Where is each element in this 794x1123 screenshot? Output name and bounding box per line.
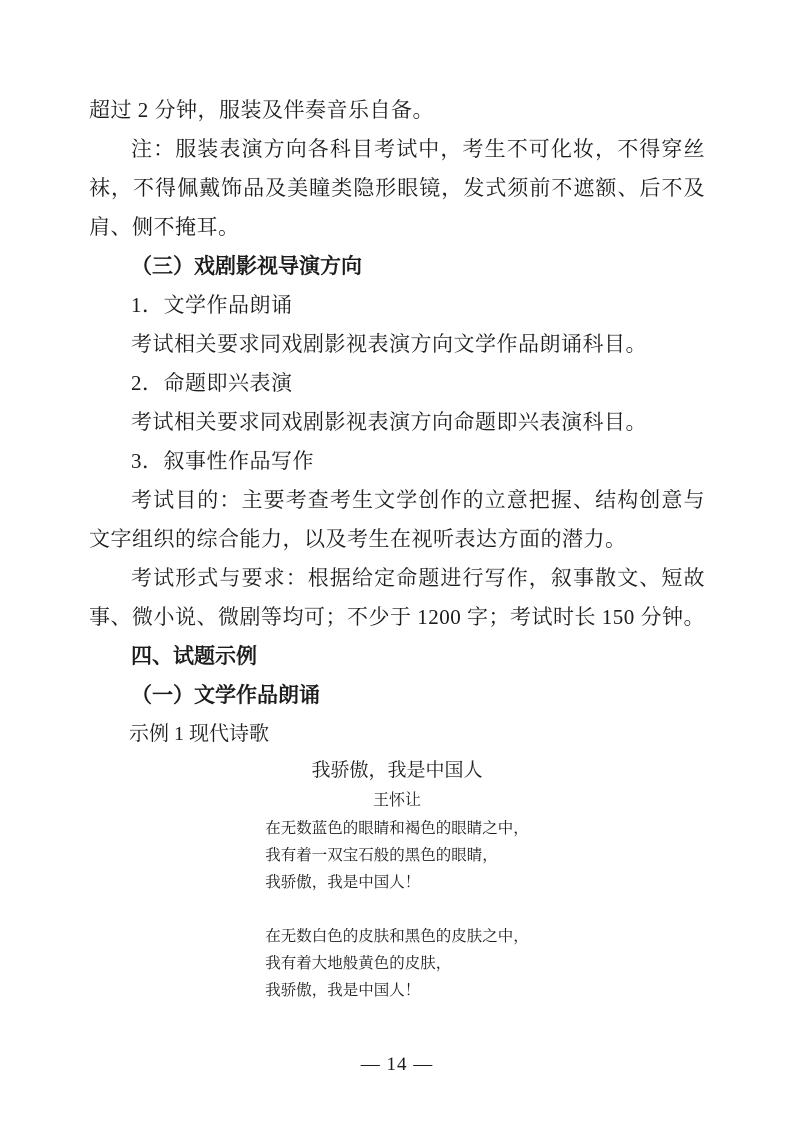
heading-section-3-directing: （三）戏剧影视导演方向 (131, 254, 362, 278)
poem-title: 我骄傲，我是中国人 (311, 760, 483, 781)
item-2-body: 考试相关要求同戏剧影视表演方向命题即兴表演科目。 (131, 410, 647, 434)
item-3-title: 3．叙事性作品写作 (131, 449, 314, 473)
poem-stanza-1 (265, 815, 529, 896)
paragraph-continuation: 超过 2 分钟，服装及伴奏音乐自备。 (89, 98, 434, 122)
poem-line: 在无数蓝色的眼睛和褐色的眼睛之中， (265, 820, 529, 837)
poem-line: 我骄傲，我是中国人！ (265, 874, 421, 891)
poem-line: 在无数白色的皮肤和黑色的皮肤之中， (265, 928, 529, 945)
poem-line: 我有着大地般黄色的皮肤， (265, 955, 452, 972)
item-2-title: 2．命题即兴表演 (131, 371, 293, 395)
heading-section-4-sub-1: （一）文学作品朗诵 (131, 683, 320, 707)
heading-section-4-sample-questions: 四、试题示例 (131, 645, 257, 668)
poem-line: 我骄傲，我是中国人！ (265, 982, 421, 999)
poem-block (89, 756, 705, 1004)
poem-line: 我有着一双宝石般的黑色的眼睛， (265, 847, 498, 864)
item-1-title: 1．文学作品朗诵 (131, 293, 293, 317)
poem-stanza-2 (265, 923, 529, 1004)
example-1-label: 示例 1 现代诗歌 (129, 723, 269, 745)
paragraph-note: 注：服装表演方向各科目考试中，考生不可化妆，不得穿丝袜，不得佩戴饰品及美瞳类隐形眼镜，发式须前不遮额、后不及肩、侧不掩耳。 (89, 137, 705, 239)
item-3-format: 考试形式与要求：根据给定命题进行写作，叙事散文、短故事、微小说、微剧等均可；不少于 1200 字；考试时长 150 分钟。 (89, 566, 705, 629)
item-3-purpose: 考试目的：主要考查考生文学创作的立意把握、结构创意与文字组织的综合能力，以及考生在视听表达方面的潜力。 (89, 488, 705, 551)
poem-stanzas (265, 815, 529, 1004)
poem-author: 王怀让 (372, 792, 421, 809)
page-number: — 14 — (360, 1054, 434, 1075)
item-1-body: 考试相关要求同戏剧影视表演方向文学作品朗诵科目。 (131, 332, 647, 356)
